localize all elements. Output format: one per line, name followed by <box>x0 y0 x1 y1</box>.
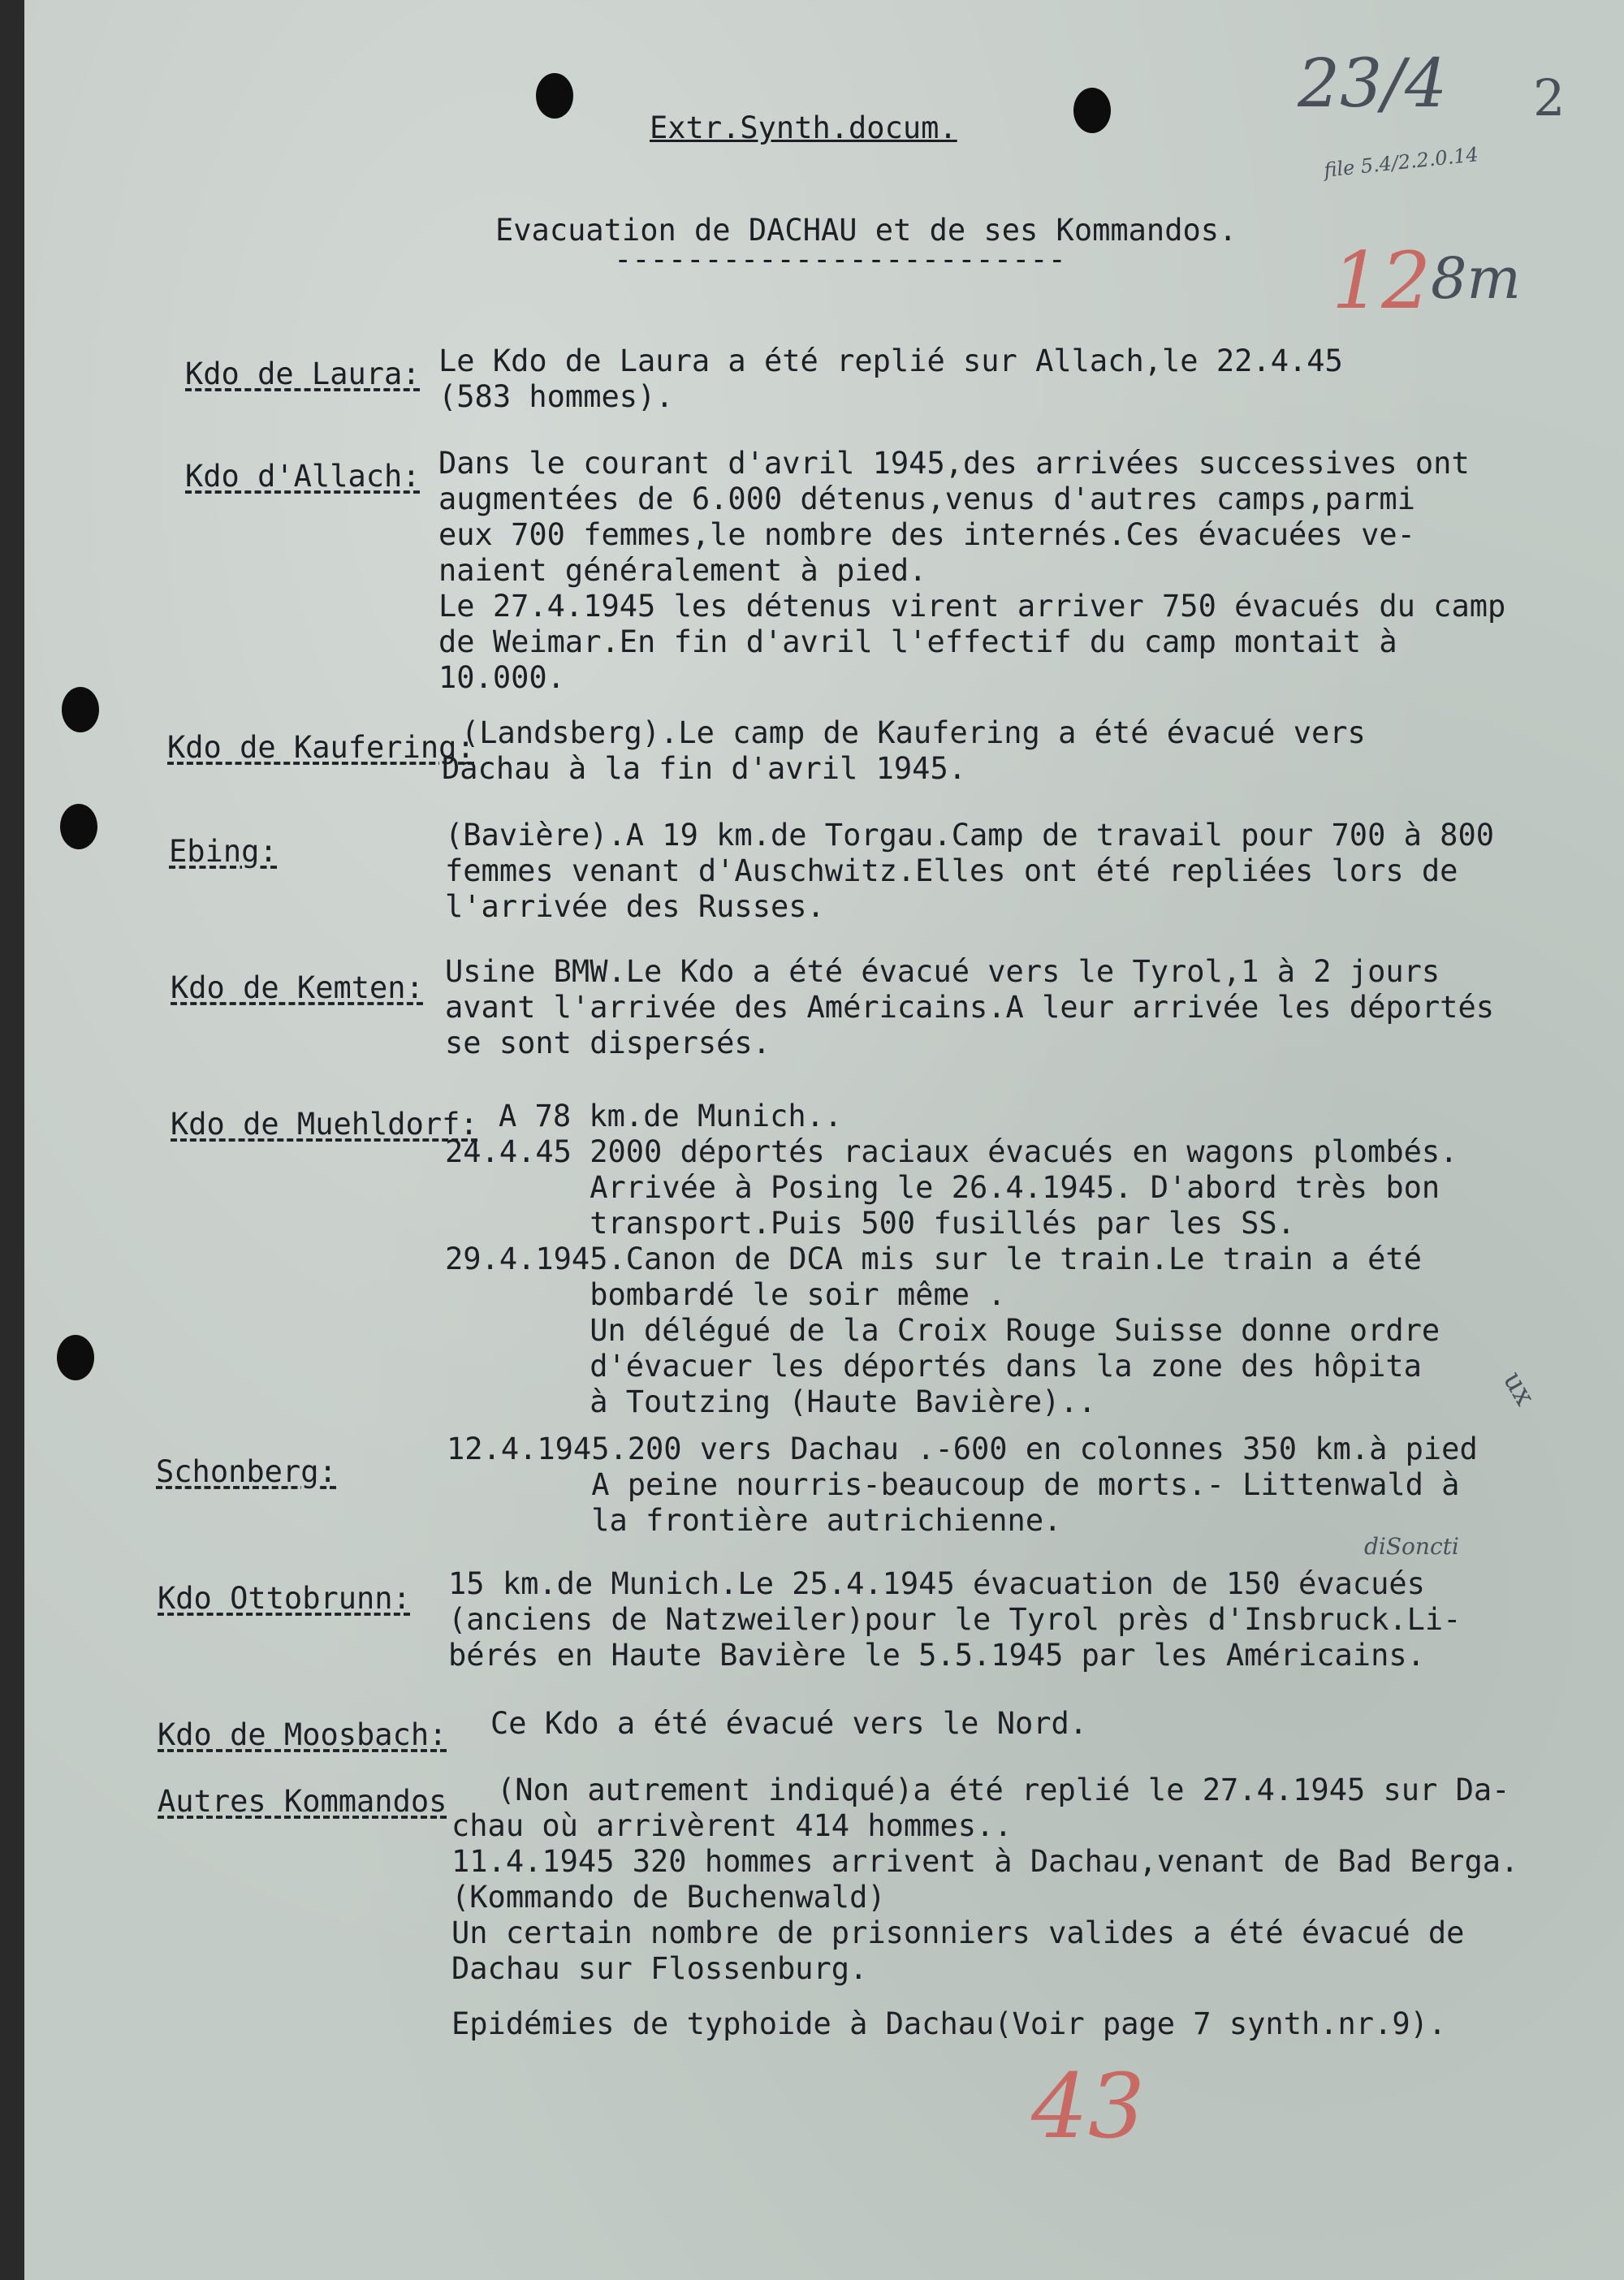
entry-label: Kdo de Muehldorf: <box>171 1107 478 1142</box>
entry-text: (Non autrement indiqué)a été replié le 27.4.1945 sur Da- <box>497 1773 1510 1807</box>
entry-label: Kdo de Kemten: <box>171 970 424 1005</box>
entry-label: Kdo de Moosbach: <box>158 1717 447 1752</box>
handwritten-page-number: 2 <box>1533 68 1566 127</box>
entry-text: la frontière autrichienne. <box>447 1503 1062 1538</box>
document-reference: Extr.Synth.docum. <box>650 110 957 145</box>
entry-text: Ce Kdo a été évacué vers le Nord. <box>490 1706 1088 1741</box>
document-title: Evacuation de DACHAU et de ses Kommandos. <box>495 213 1237 248</box>
entry-text: A 78 km.de Munich.. <box>499 1099 843 1134</box>
handwritten-file-note: file 5.4/2.2.0.14 <box>1323 143 1479 182</box>
entry-text: femmes venant d'Auschwitz.Elles ont été repliées lors de <box>445 853 1458 888</box>
entry-text: 24.4.45 2000 déportés raciaux évacués en wagons plombés. <box>445 1134 1458 1169</box>
entry-text: 29.4.1945.Canon de DCA mis sur le train.Le train a été <box>445 1241 1422 1276</box>
entry-text: Usine BMW.Le Kdo a été évacué vers le Tyrol,1 à 2 jours <box>445 954 1440 989</box>
entry-text: d'évacuer les déportés dans la zone des hôpita <box>445 1349 1422 1384</box>
red-handwritten-number: 43 <box>1031 2054 1145 2158</box>
entry-label: Kdo de Laura: <box>185 356 421 391</box>
entry-text: (anciens de Natzweiler)pour le Tyrol près d'Insbruck.Li- <box>448 1602 1462 1637</box>
entry-text: 11.4.1945 320 hommes arrivent à Dachau,venant de Bad Berga. <box>451 1844 1519 1879</box>
entry-text: bombardé le soir même . <box>445 1277 1006 1312</box>
entry-text: avant l'arrivée des Américains.A leur arrivée les déportés <box>445 990 1495 1025</box>
entry-text: Dans le courant d'avril 1945,des arrivées successives ont <box>438 446 1470 481</box>
entry-text: (583 hommes). <box>438 379 674 414</box>
entry-label: Ebing: <box>169 834 278 869</box>
margin-fragment: ux <box>1496 1366 1542 1411</box>
entry-text: Dachau sur Flossenburg. <box>451 1951 868 1986</box>
entry-text: A peine nourris-beaucoup de morts.- Littenwald à <box>447 1467 1460 1502</box>
entry-text: Le Kdo de Laura a été replié sur Allach,le 22.4.45 <box>438 343 1343 378</box>
entry-text: Epidémies de typhoide à Dachau(Voir page 7 synth.nr.9). <box>451 2006 1447 2041</box>
entry-text: chau où arrivèrent 414 hommes.. <box>451 1808 1013 1843</box>
entry-text: (Bavière).A 19 km.de Torgau.Camp de travail pour 700 à 800 <box>445 818 1495 853</box>
entry-text: Arrivée à Posing le 26.4.1945. D'abord très bon <box>445 1170 1440 1205</box>
entry-text: Un certain nombre de prisonniers valides a été évacué de <box>451 1915 1465 1950</box>
entry-text: transport.Puis 500 fusillés par les SS. <box>445 1206 1295 1241</box>
entry-text: 10.000. <box>438 660 565 695</box>
handwritten-date-note: 23/4 <box>1298 45 1448 123</box>
red-handwritten-mark: 12 <box>1332 235 1432 326</box>
entry-label: Kdo d'Allach: <box>185 459 421 494</box>
entry-text: Le 27.4.1945 les détenus virent arriver 750 évacués du camp <box>438 589 1506 624</box>
entry-text: bérés en Haute Bavière le 5.5.1945 par les Américains. <box>448 1638 1425 1673</box>
entry-text: à Toutzing (Haute Bavière).. <box>445 1384 1096 1419</box>
entry-text: augmentées de 6.000 détenus,venus d'autres camps,parmi <box>438 481 1415 516</box>
entry-text: (Kommando de Buchenwald) <box>451 1880 886 1915</box>
entry-text: eux 700 femmes,le nombre des internés.Ces évacuées ve- <box>438 517 1415 552</box>
entry-text: de Weimar.En fin d'avril l'effectif du camp montait à <box>438 624 1397 659</box>
entry-text: se sont dispersés. <box>445 1026 771 1060</box>
entry-text: naient généralement à pied. <box>438 553 927 588</box>
entry-text: (Landsberg).Le camp de Kaufering a été évacué vers <box>461 715 1366 750</box>
pencil-mark: 8m <box>1431 245 1521 312</box>
entry-text: Un délégué de la Croix Rouge Suisse donne ordre <box>445 1313 1440 1348</box>
entry-text: 15 km.de Munich.Le 25.4.1945 évacuation de 150 évacués <box>448 1566 1425 1601</box>
entry-text: 12.4.1945.200 vers Dachau .-600 en colonnes 350 km.à pied <box>447 1431 1478 1466</box>
entry-text: Dachau à la fin d'avril 1945. <box>442 751 967 786</box>
title-rule: ------------------------- <box>614 242 1066 277</box>
entry-label: Kdo Ottobrunn: <box>158 1581 411 1616</box>
entry-label: Autres Kommandos <box>158 1784 447 1819</box>
entry-label: Kdo de Kaufering: <box>167 730 475 765</box>
handwritten-correction: diSoncti <box>1364 1533 1459 1560</box>
entry-label: Schonberg: <box>156 1454 337 1489</box>
entry-text: l'arrivée des Russes. <box>445 889 825 924</box>
